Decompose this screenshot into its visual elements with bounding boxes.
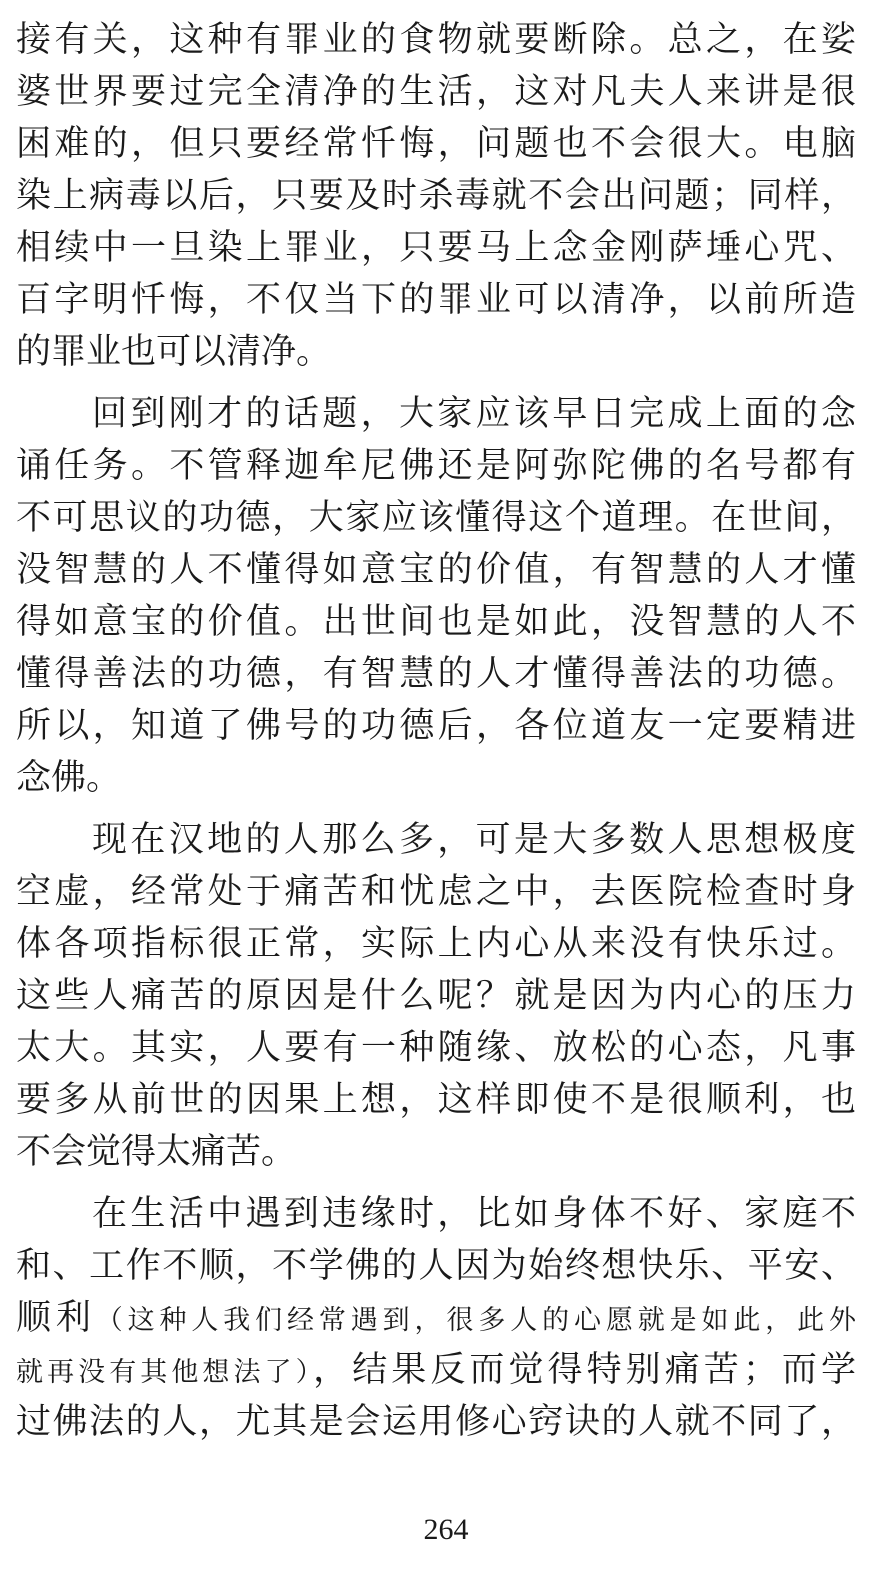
text-line: 懂得善法的功德，有智慧的人才懂得善法的功德。 — [16, 654, 856, 694]
text-line: 的罪业也可以清净。 — [16, 332, 332, 372]
text-line: 所以，知道了佛号的功德后，各位道友一定要精进 — [16, 706, 856, 746]
text-line: 相续中一旦染上罪业，只要马上念金刚萨埵心咒、 — [16, 228, 856, 268]
page-number: 264 — [423, 1513, 469, 1546]
text-line: 婆世界要过完全清净的生活，这对凡夫人来讲是很 — [16, 72, 856, 112]
text-line: 现在汉地的人那么多，可是大多数人思想极度 — [92, 820, 856, 860]
paragraph-3 — [16, 814, 856, 1178]
text-line: 空虚，经常处于痛苦和忧虑之中，去医院检查时身 — [16, 872, 856, 912]
paragraph-2 — [16, 388, 856, 804]
text-line: 百字明忏悔，不仅当下的罪业可以清净，以前所造 — [16, 280, 856, 320]
text-line: 困难的，但只要经常忏悔，问题也不会很大。电脑 — [16, 124, 856, 164]
text-line: 太大。其实，人要有一种随缘、放松的心态，凡事 — [16, 1028, 856, 1068]
paragraph-1 — [16, 14, 856, 378]
text-line: 和、工作不顺，不学佛的人因为始终想快乐、平安、 — [16, 1246, 856, 1286]
text-line: 接有关，这种有罪业的食物就要断除。总之，在娑 — [16, 20, 856, 60]
page-body — [16, 14, 856, 1458]
text-line: 这些人痛苦的原因是什么呢？就是因为内心的压力 — [16, 976, 856, 1016]
text-line: 染上病毒以后，只要及时杀毒就不会出问题；同样， — [16, 176, 856, 216]
parenthetical-note: 就再没有其他想法了） — [16, 1357, 314, 1388]
text-run: 顺利 — [16, 1298, 96, 1338]
text-line: 过佛法的人，尤其是会运用修心窍诀的人就不同了， — [16, 1402, 856, 1442]
text-run: ，结果反而觉得特别痛苦；而学 — [313, 1350, 856, 1390]
text-line: 诵任务。不管释迦牟尼佛还是阿弥陀佛的名号都有 — [16, 446, 856, 486]
text-line: 回到刚才的话题，大家应该早日完成上面的念 — [92, 394, 856, 434]
text-line: 不可思议的功德，大家应该懂得这个道理。在世间， — [16, 498, 856, 538]
text-line: 得如意宝的价值。出世间也是如此，没智慧的人不 — [16, 602, 856, 642]
text-line: 在生活中遇到违缘时，比如身体不好、家庭不 — [92, 1194, 856, 1234]
text-line: 体各项指标很正常，实际上内心从来没有快乐过。 — [16, 924, 856, 964]
parenthetical-note: （这种人我们经常遇到，很多人的心愿就是如此，此外 — [95, 1305, 856, 1336]
text-line-with-note — [16, 1292, 856, 1344]
text-line: 要多从前世的因果上想，这样即使不是很顺利，也 — [16, 1080, 856, 1120]
text-line: 没智慧的人不懂得如意宝的价值，有智慧的人才懂 — [16, 550, 856, 590]
text-line: 念佛。 — [16, 758, 122, 798]
text-line-with-note — [16, 1344, 856, 1396]
text-line: 不会觉得太痛苦。 — [16, 1132, 297, 1172]
paragraph-4 — [16, 1188, 856, 1448]
